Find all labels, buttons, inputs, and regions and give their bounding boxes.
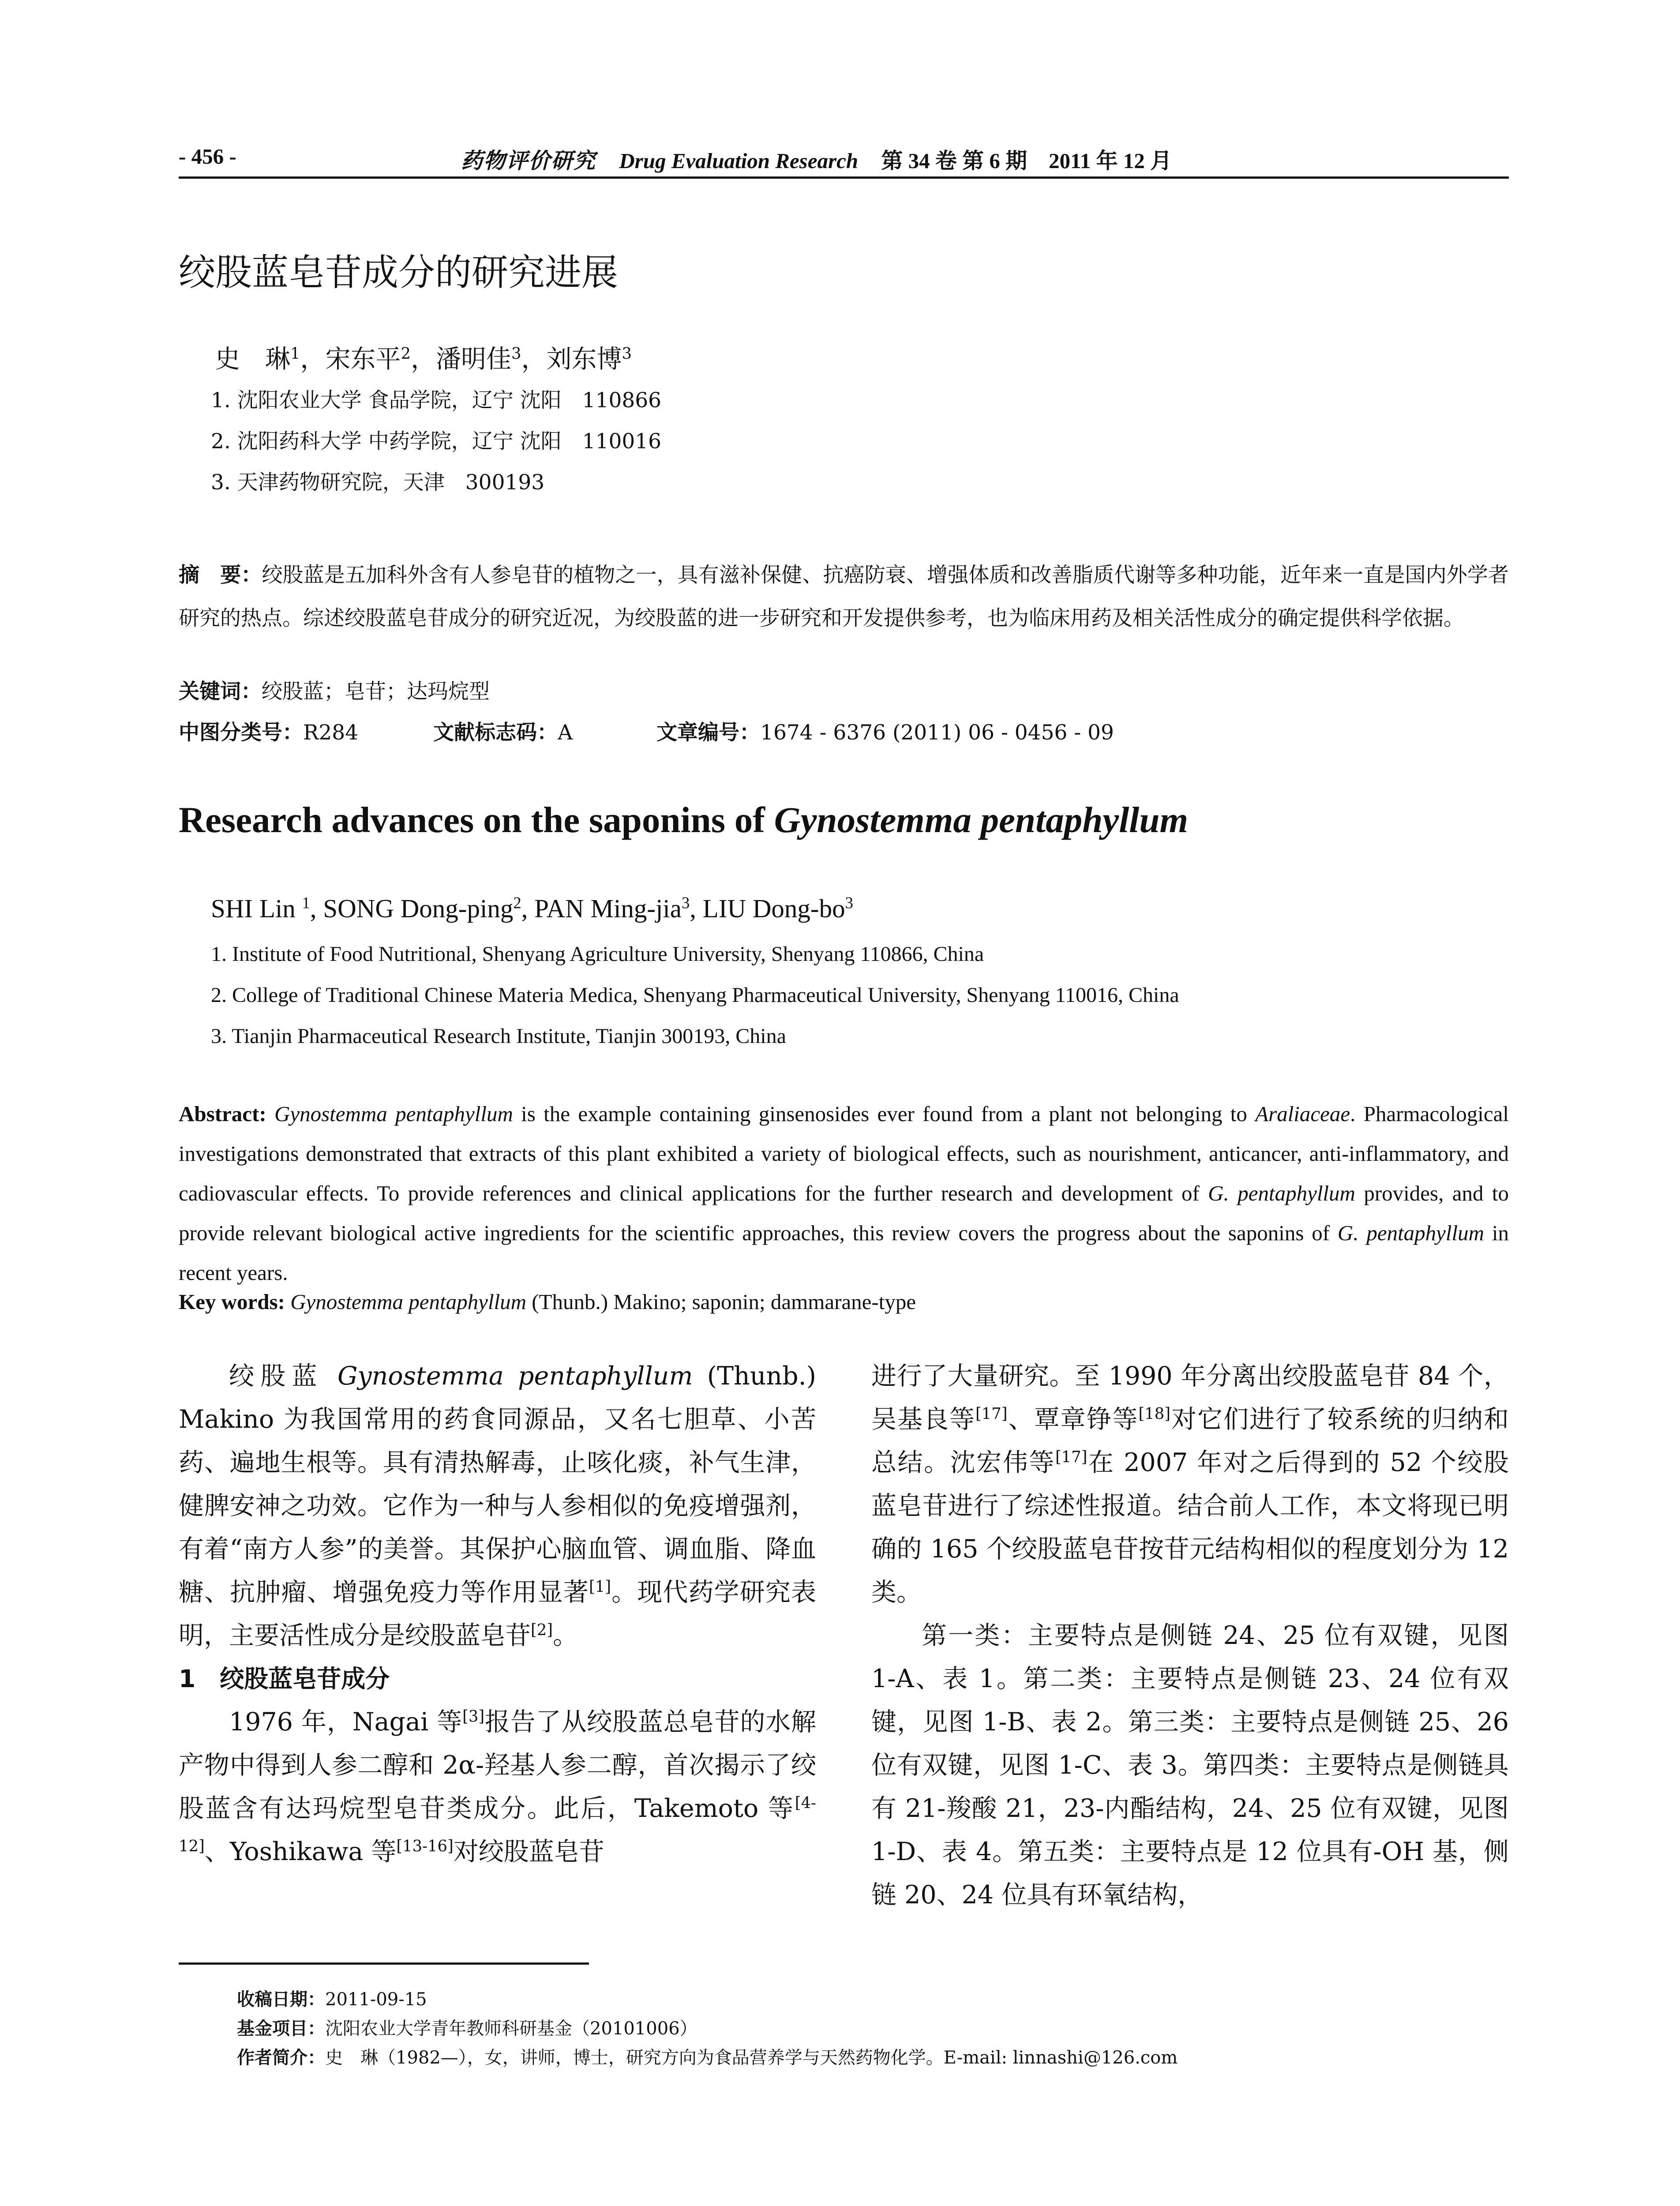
abstract-en-label: Abstract: (179, 1102, 266, 1126)
author-cn: 史 琳 (215, 345, 290, 374)
body-column-right (871, 1354, 1509, 1917)
authors-en: SHI Lin $^1$, SONG Dong-ping$^2$, PAN Ming-jia$^3$, LIU Dong-$bo^3$ (211, 893, 853, 923)
classification-line: 中图分类号：R284 文献标志码：A 文章编号：1674 - 6376 (2011) 06 - 0456 - 09 (179, 720, 1114, 745)
journal-logo-cn: 药物评价研究 (461, 148, 596, 173)
abstract-cn-label: 摘 要： (179, 563, 262, 587)
affiliation-en: 2. College of Traditional Chinese Materia Medica, Shenyang Pharmaceutical University, Shenyang 110016, China (211, 983, 1179, 1007)
title-cn: 绞股蓝皂苷成分的研究进展 (179, 251, 618, 294)
affiliation-en: 3. Tianjin Pharmaceutical Research Institute, Tianjin 300193, China (211, 1024, 786, 1048)
title-en: Research advances on the saponins of Gynostemma pentaphyllum (179, 799, 1189, 840)
authors-cn: 史 琳$^1$，宋东平$^2$，潘明佳$^3$，刘东博$^3$ (215, 345, 632, 374)
body-paragraph: 1976 年，Nagai 等[3]报告了从绞股蓝总皂苷的水解产物中得到人参二醇和 2α-羟基人参二醇，首次揭示了绞股蓝含有达玛烷型皂苷类成分。此后，Takemoto 等[4-12]、Yoshikawa 等[13-16]对绞股蓝皂苷 (179, 1707, 817, 1866)
abstract-cn-text: 绞股蓝是五加科外含有人参皂苷的植物之一，具有滋补保健、抗癌防衰、增强体质和改善脂质代谢等多种功能，近年来一直是国内外学者研究的热点。综述绞股蓝皂苷成分的研究近况，为绞股蓝的进一步研究和开发提供参考，也为临床用药及相关活性成分的确定提供科学依据。 (179, 563, 1509, 630)
issue-info: 第 34 卷 第 6 期 2011 年 12 月 (881, 149, 1172, 173)
abstract-cn (179, 554, 1509, 640)
page-number: - 456 - (179, 144, 236, 169)
author-cn: 潘明佳 (435, 345, 511, 374)
abstract-en: Abstract: Gynostemma pentaphyllum is the example containing ginsenosides ever found from a plant not belonging to Araliaceae. Pharmacological investigations demonstrated that extracts of this plant exhibited a variety of biological effects, such as nourishment, anticancer, anti-inflammatory, and cadiovascular effects. To provide references and clinical applications for the further research and development of G. pentaphyllum provides, and to provide relevant biological active ingredients for the scientific approaches, this review covers the progress about the saponins of G. pentaphyllum in recent years. (179, 1102, 1509, 1285)
journal-header (461, 144, 1172, 175)
section-heading: 1 绞股蓝皂苷成分 (179, 1665, 390, 1693)
body-column-left (179, 1354, 816, 1873)
footnote-funding: 基金项目：沈阳农业大学青年教师科研基金（20101006） (237, 2018, 698, 2039)
affiliation-cn: 1. 沈阳农业大学 食品学院，辽宁 沈阳 110866 (211, 388, 662, 413)
keywords-en: Key words: Gynostemma pentaphyllum (Thunb.) Makino; saponin; dammarane-type (179, 1290, 916, 1314)
running-header (179, 140, 1509, 177)
footnote-rule (179, 1962, 589, 1965)
header-rule (179, 176, 1509, 179)
affiliation-cn: 3. 天津药物研究院，天津 300193 (211, 470, 545, 495)
body-paragraph: 第一类：主要特点是侧链 24、25 位有双键，见图 1-A、表 1。第二类：主要特点是侧链 23、24 位有双键，见图 1-B、表 2。第三类：主要特点是侧链 25、26 位有双键，见图 1-C、表 3。第四类：主要特点是侧链具有 21-羧酸 21，23-内酯结构，24、25 位有双键，见图 1-D、表 4。第五类：主要特点是 12 位具有-OH 基，侧链 20、24 位具有环氧结构， (871, 1621, 1509, 1910)
keywords-cn: 关键词：绞股蓝；皂苷；达玛烷型 (179, 679, 490, 704)
affiliation-en: 1. Institute of Food Nutritional, Shenyang Agriculture University, Shenyang 110866, China (211, 942, 984, 966)
author-cn: 宋东平 (325, 345, 401, 374)
species-name: Gynostemma pentaphyllum (774, 799, 1189, 840)
journal-name-en: Drug Evaluation Research (619, 149, 859, 173)
footnote-received: 收稿日期：2011-09-15 (237, 1989, 427, 2010)
body-paragraph: 进行了大量研究。至 1990 年分离出绞股蓝皂苷 84 个，吴基良等[17]、覃章铮等[18]对它们进行了较系统的归纳和总结。沈宏伟等[17]在 2007 年对之后得到的 52 个绞股蓝皂苷进行了综述性报道。结合前人工作，本文将现已明确的 165 个绞股蓝皂苷按苷元结构相似的程度划分为 12 类。 (871, 1362, 1509, 1607)
affiliation-cn: 2. 沈阳药科大学 中药学院，辽宁 沈阳 110016 (211, 429, 662, 454)
footnote-author: 作者简介：史 琳（1982—），女，讲师，博士，研究方向为食品营养学与天然药物化学。E-mail: linnashi@126.com (237, 2048, 1178, 2068)
body-paragraph: 绞股蓝 Gynostemma pentaphyllum (Thunb.) Makino 为我国常用的药食同源品，又名七胆草、小苦药、遍地生根等。具有清热解毒，止咳化痰，补气生津，健脾安神之功效。它作为一种与人参相似的免疫增强剂，有着“南方人参”的美誉。其保护心脑血管、调血脂、降血糖、抗肿瘤、增强免疫力等作用显著[1]。现代药学研究表明，主要活性成分是绞股蓝皂苷[2]。 (179, 1362, 816, 1650)
author-cn: 刘东博 (546, 345, 622, 374)
